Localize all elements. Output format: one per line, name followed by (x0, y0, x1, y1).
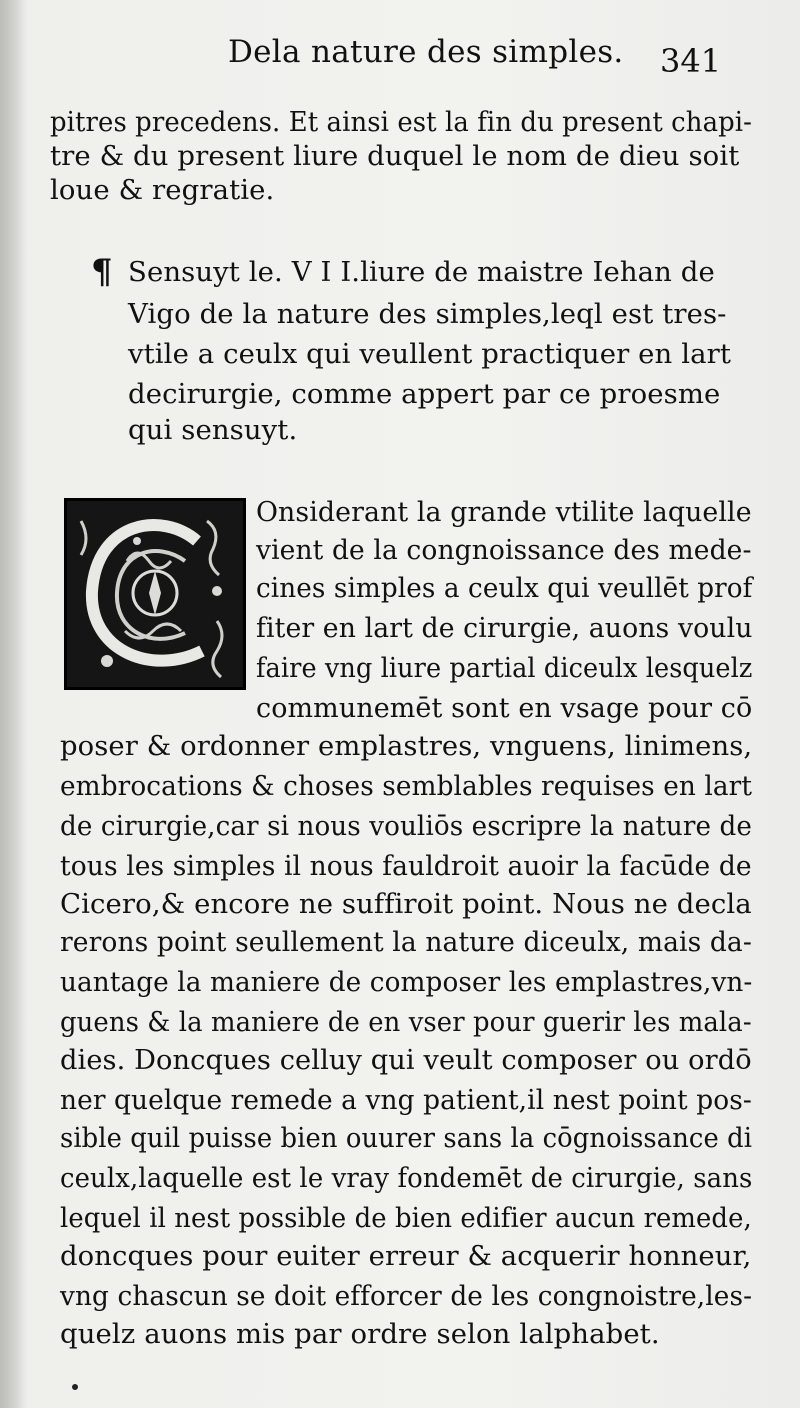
body-line: faire vng liure partial diceulx lesquelz (256, 652, 753, 684)
body-line: poser & ordonner emplastres, vnguens, linimens, (60, 730, 753, 762)
body-line: doncques pour euiter erreur & acquerir honneur, (60, 1240, 752, 1272)
body-line: vng chascun se doit efforcer de les congnoistre,les- (60, 1280, 753, 1312)
body-line: fiter en lart de cirurgie, auons voulu (256, 612, 753, 644)
body-line: uantage la maniere de composer les emplastres,vn- (60, 966, 753, 998)
ink-speck (72, 1384, 78, 1390)
body-line: tous les simples il nous fauldroit auoir la facūde de (60, 850, 752, 882)
body-line: ner quelque remede a vng patient,il nest point pos- (60, 1084, 752, 1116)
heading-line: vtile a ceulx qui veullent practiquer en lart (128, 338, 731, 370)
body-line: Cicero,& encore ne suffiroit point. Nous ne decla (60, 888, 752, 920)
heading-line: qui sensuyt. (128, 414, 298, 446)
heading-line: Sensuyt le. V I I.liure de maistre Iehan de (128, 256, 715, 288)
text-line: pitres precedens. Et ainsi est la fin du present chapi- (50, 106, 753, 138)
running-title: Dela nature des simples. (228, 34, 624, 70)
body-line: de cirurgie,car si nous vouliōs escripre la nature de (60, 810, 752, 842)
body-line: ceulx,laquelle est le vray fondemēt de cirurgie, sans (60, 1162, 753, 1194)
body-line: lequel il nest possible de bien edifier aucun remede, (60, 1202, 752, 1234)
body-line: rerons point seullement la nature diceulx, mais da- (60, 926, 752, 958)
heading-line: Vigo de la nature des simples,leql est tres- (128, 298, 727, 330)
body-line: dies. Doncques celluy qui veult composer ou ordō (60, 1044, 752, 1076)
text-line: tre & du present liure duquel le nom de dieu soit (50, 140, 740, 172)
pilcrow-icon: ¶ (91, 252, 113, 292)
body-line: quelz auons mis par ordre selon lalphabet. (60, 1318, 660, 1350)
running-head (0, 34, 800, 84)
body-line: Onsiderant la grande vtilite laquelle (256, 496, 752, 528)
ornamental-initial-c-icon (67, 501, 243, 687)
page-number: 341 (660, 42, 722, 80)
heading-line: decirurgie, comme appert par ce proesme (128, 378, 721, 410)
page-gutter-shadow (0, 0, 28, 1408)
body-line: communemēt sont en vsage pour cō (256, 692, 753, 724)
body-line: cines simples a ceulx qui veullēt prof (256, 572, 753, 604)
text-line: loue & regratie. (50, 174, 275, 206)
decorated-initial (64, 498, 246, 690)
body-line: guens & la maniere de en vser pour guerir les mala- (60, 1006, 752, 1038)
body-line: embrocations & choses semblables requises en lart (60, 770, 753, 802)
body-line: sible quil puisse bien ouurer sans la cōgnoissance di (60, 1122, 753, 1154)
body-line: vient de la congnoissance des mede- (256, 534, 752, 566)
